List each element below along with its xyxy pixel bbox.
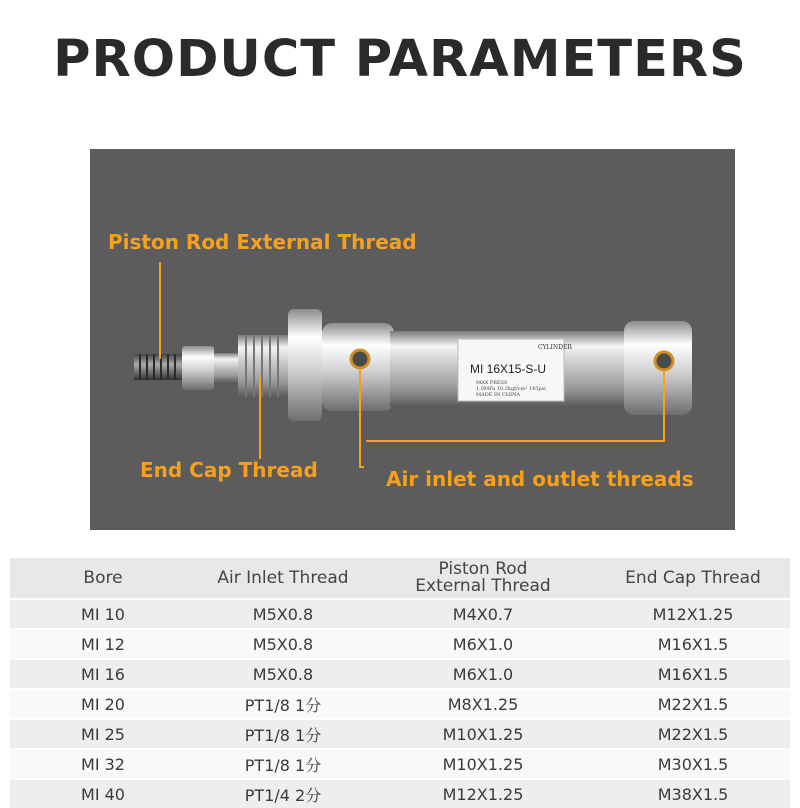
table-row [10,689,790,719]
cell-bore: MI 25 [10,719,196,749]
cell-bore: MI 40 [10,779,196,808]
cell-bore: MI 32 [10,749,196,779]
callout-end-cap: End Cap Thread [140,458,318,482]
cell-end-cap: M12X1.25 [596,599,790,629]
header-bore: Bore [10,558,196,599]
rear-port-icon [655,352,673,370]
table-row [10,749,790,779]
table-row [10,629,790,659]
cell-piston-rod: M12X1.25 [370,779,596,808]
cell-end-cap: M16X1.5 [596,629,790,659]
cell-end-cap: M38X1.5 [596,779,790,808]
cell-air-inlet: M5X0.8 [196,599,370,629]
label-line1: MAX PRESS [476,380,508,386]
cell-end-cap: M30X1.5 [596,749,790,779]
table-header-row [10,558,790,599]
cell-piston-rod: M8X1.25 [370,689,596,719]
table-row [10,719,790,749]
cell-air-inlet: PT1/8 1分 [196,719,370,749]
callout-piston-rod: Piston Rod External Thread [108,230,417,254]
cell-air-inlet: PT1/8 1分 [196,689,370,719]
header-end-cap: End Cap Thread [596,558,790,599]
cell-piston-rod: M6X1.0 [370,659,596,689]
cell-end-cap: M22X1.5 [596,719,790,749]
cell-piston-rod: M4X0.7 [370,599,596,629]
cell-bore: MI 16 [10,659,196,689]
header-piston-rod-line2: External Thread [415,576,551,596]
cell-piston-rod: M10X1.25 [370,719,596,749]
page-title: PRODUCT PARAMETERS [53,30,747,89]
label-line3: MADE IN CHINA [476,392,521,398]
product-diagram [90,149,735,530]
table-row [10,599,790,629]
label-brand: CYLINDER [538,344,572,351]
header-piston-rod [370,558,596,599]
cell-piston-rod: M6X1.0 [370,629,596,659]
header-piston-rod-line1: Piston Rod [438,559,528,579]
cell-end-cap: M16X1.5 [596,659,790,689]
spec-table [10,558,790,808]
cell-piston-rod: M10X1.25 [370,749,596,779]
callout-air-threads: Air inlet and outlet threads [386,467,694,491]
cell-air-inlet: PT1/4 2分 [196,779,370,808]
rod-nut [182,346,214,390]
cell-bore: MI 10 [10,599,196,629]
front-port-icon [351,350,369,368]
cell-air-inlet: M5X0.8 [196,629,370,659]
table-row [10,779,790,808]
cell-air-inlet: PT1/8 1分 [196,749,370,779]
header-air-inlet: Air Inlet Thread [196,558,370,599]
piston-rod [214,353,240,383]
cell-air-inlet: M5X0.8 [196,659,370,689]
cell-bore: MI 20 [10,689,196,719]
mounting-nut [288,309,322,421]
label-model: MI 16X15-S-U [470,362,547,376]
table-row [10,659,790,689]
label-line2: 1.0MPa 10.2kgf/cm² 145psi [476,386,546,392]
cell-end-cap: M22X1.5 [596,689,790,719]
cell-bore: MI 12 [10,629,196,659]
